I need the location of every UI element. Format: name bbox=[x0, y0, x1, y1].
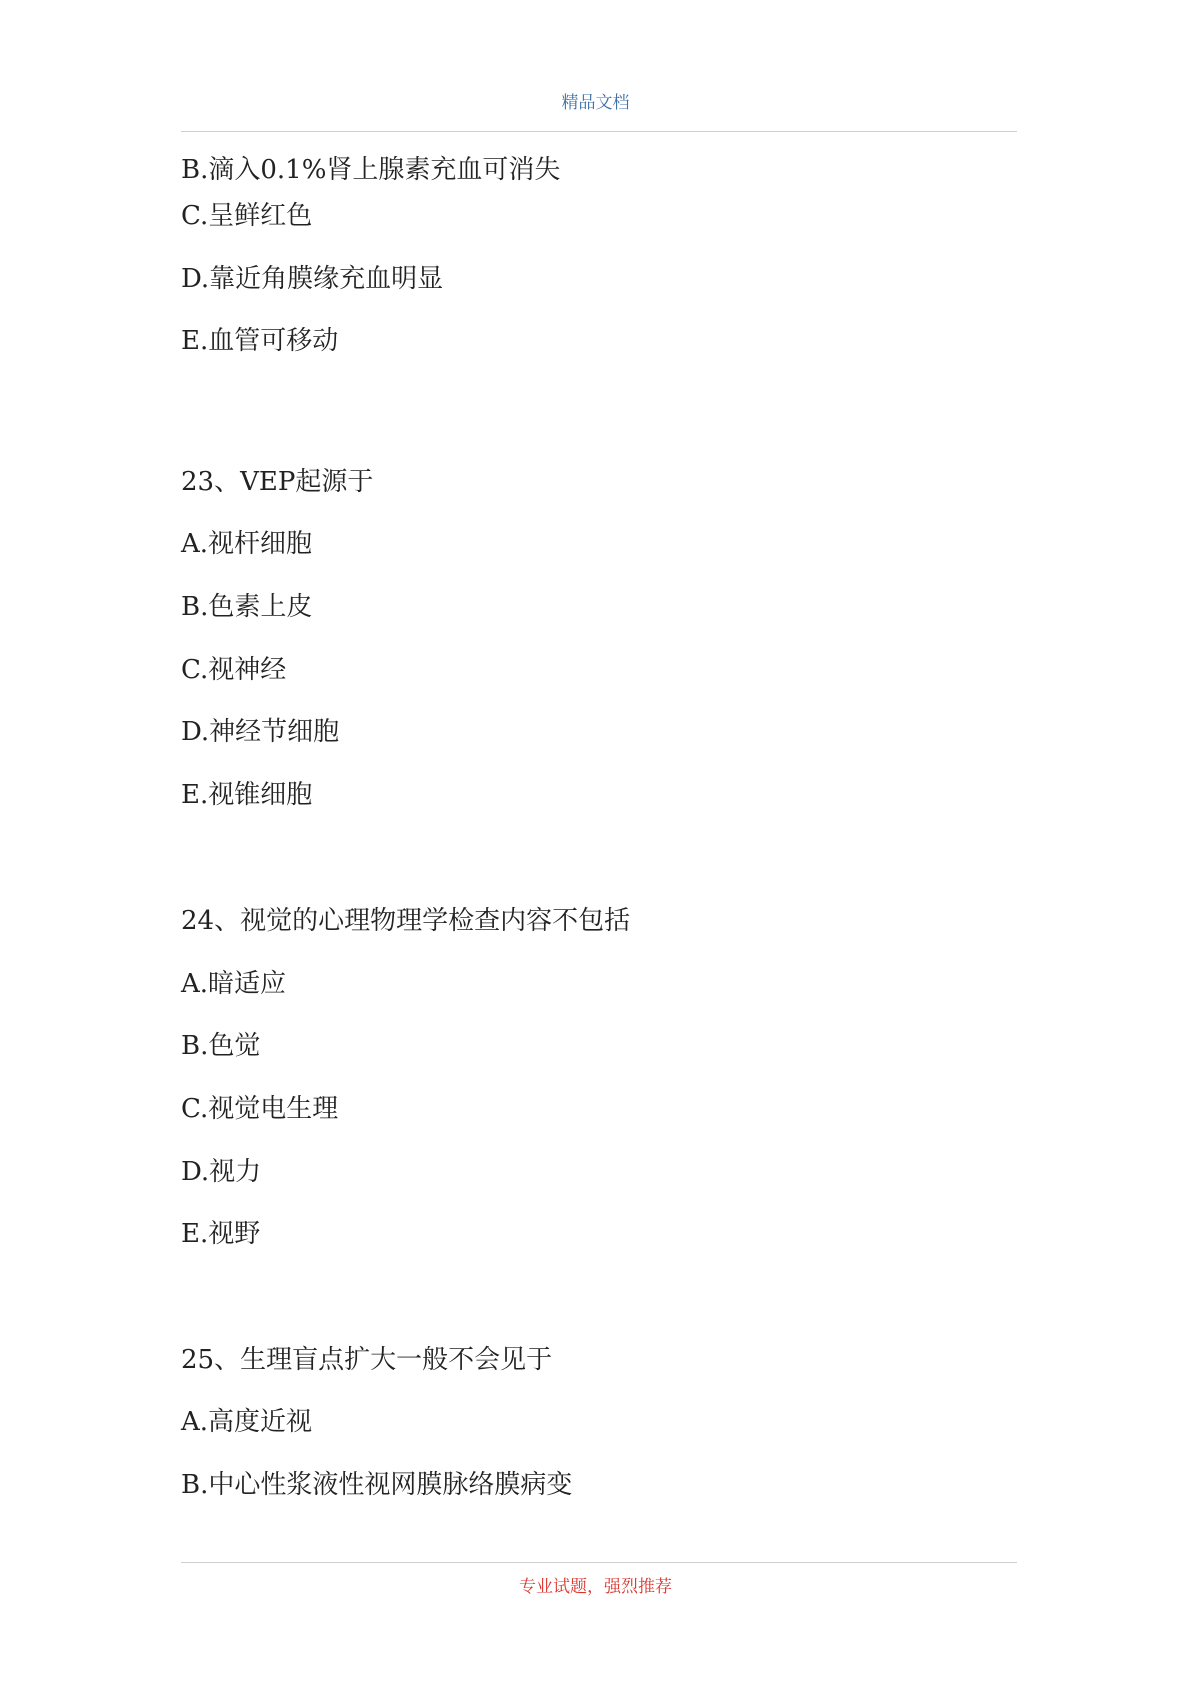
option-24-d: D.视力 bbox=[181, 1157, 262, 1187]
option-22-d: D.靠近角膜缘充血明显 bbox=[181, 264, 444, 294]
option-22-c: C.呈鲜红色 bbox=[181, 201, 313, 231]
option-22-e: E.血管可移动 bbox=[181, 326, 339, 356]
option-25-a: A.高度近视 bbox=[181, 1407, 313, 1437]
option-25-b: B.中心性浆液性视网膜脉络膜病变 bbox=[181, 1470, 573, 1500]
question-23: 23、VEP起源于 bbox=[181, 467, 374, 497]
option-24-e: E.视野 bbox=[181, 1219, 261, 1249]
page-footer: 专业试题，强烈推荐 bbox=[519, 1577, 672, 1597]
header-divider bbox=[181, 131, 1017, 132]
option-23-e: E.视锥细胞 bbox=[181, 780, 313, 810]
question-25: 25、生理盲点扩大一般不会见于 bbox=[181, 1345, 553, 1375]
option-23-c: C.视神经 bbox=[181, 655, 287, 685]
option-24-b: B.色觉 bbox=[181, 1031, 261, 1061]
option-22-b: B.滴入0.1%肾上腺素充血可消失 bbox=[181, 155, 561, 185]
option-23-a: A.视杆细胞 bbox=[181, 529, 313, 559]
option-24-c: C.视觉电生理 bbox=[181, 1094, 339, 1124]
option-24-a: A.暗适应 bbox=[181, 969, 287, 999]
option-23-d: D.神经节细胞 bbox=[181, 717, 340, 747]
question-24: 24、视觉的心理物理学检查内容不包括 bbox=[181, 906, 631, 936]
option-23-b: B.色素上皮 bbox=[181, 592, 313, 622]
page-header: 精品文档 bbox=[561, 93, 630, 113]
footer-divider bbox=[181, 1562, 1017, 1563]
